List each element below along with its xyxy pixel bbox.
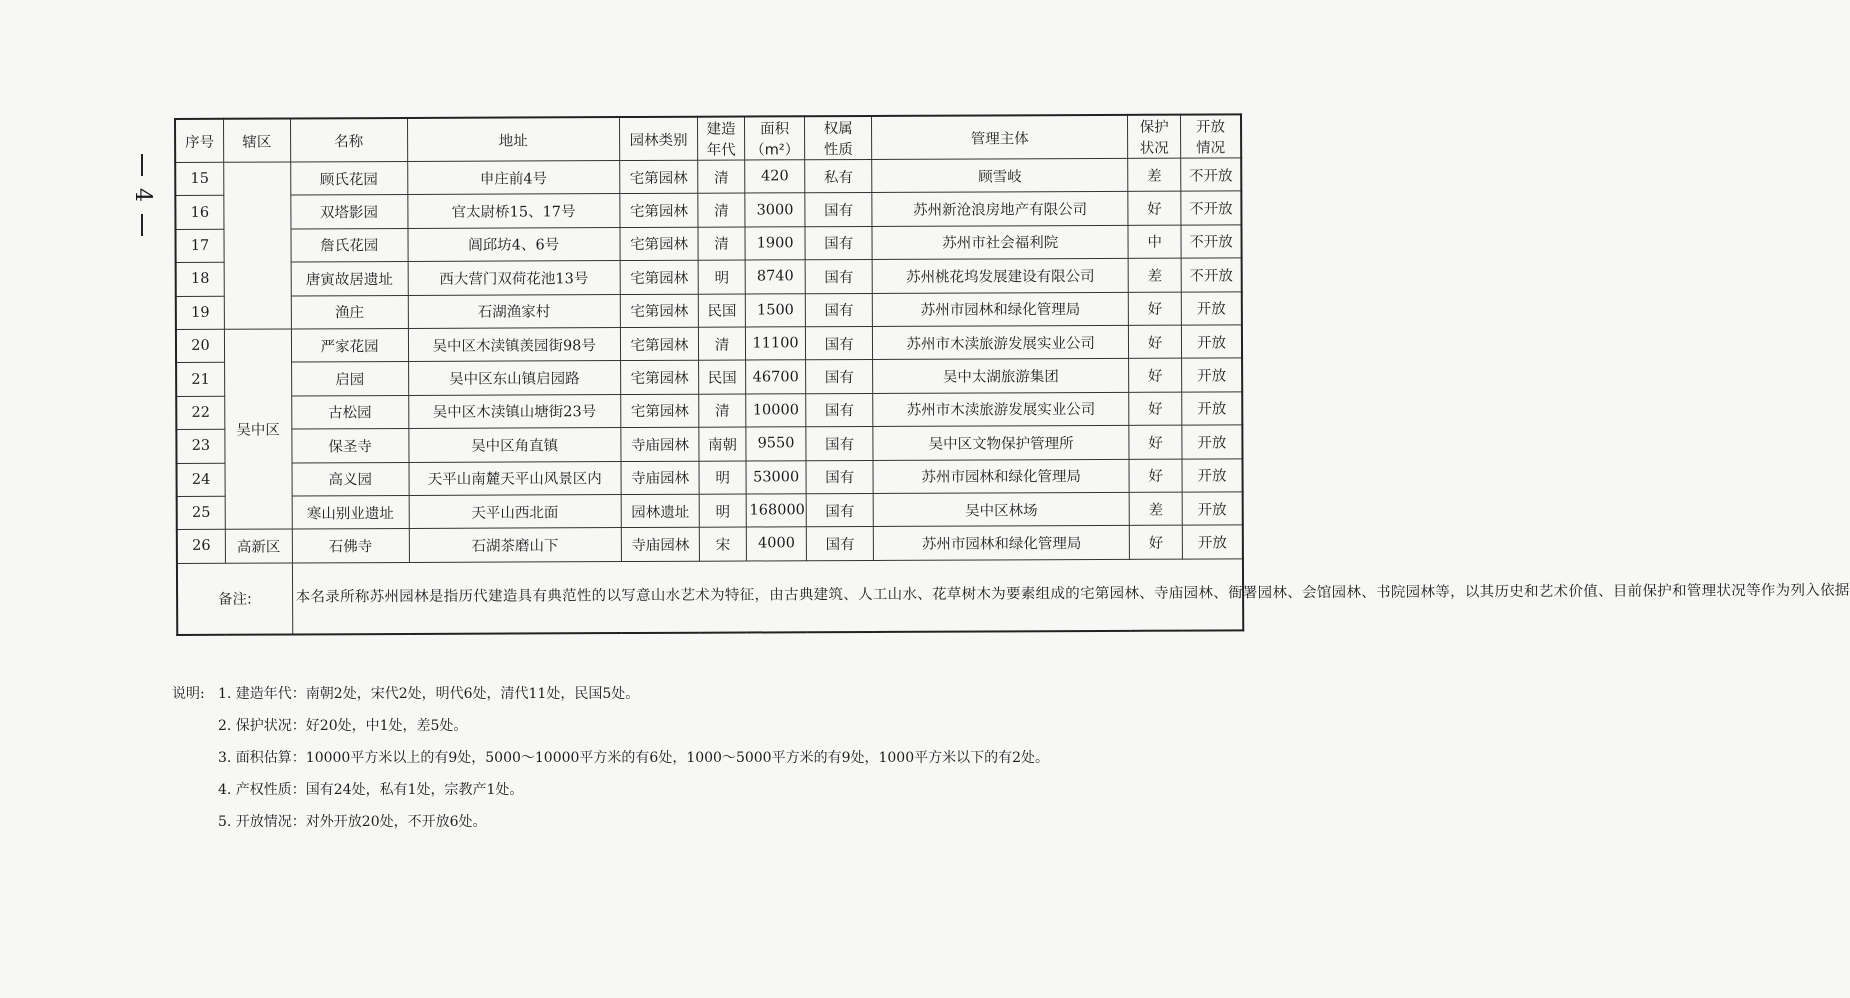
table-row [176, 425, 1242, 463]
cell-category: 宅第园林 [619, 194, 698, 228]
cell-ownership: 国有 [806, 260, 873, 294]
cell-name: 保圣寺 [291, 429, 408, 463]
cell-area: 1900 [745, 227, 806, 261]
cell-seq: 18 [176, 262, 225, 296]
cell-area: 420 [745, 160, 806, 194]
cell-seq: 24 [177, 463, 226, 497]
cell-ownership: 国有 [805, 226, 872, 260]
cell-open: 不开放 [1181, 225, 1242, 259]
cell-ownership: 国有 [807, 527, 874, 561]
cell-address: 阊邱坊4、6号 [408, 227, 620, 261]
cell-category: 宅第园林 [620, 260, 699, 294]
header-row [175, 114, 1241, 162]
page-number-value: 4 [130, 188, 155, 202]
cell-open: 开放 [1182, 492, 1243, 526]
header-open-line1: 开放 [1195, 119, 1226, 136]
cell-area: 11100 [745, 327, 806, 361]
cell-seq: 25 [177, 496, 226, 530]
cell-area: 10000 [746, 393, 807, 427]
cell-ownership: 国有 [806, 460, 873, 494]
header-district: 辖区 [223, 118, 290, 162]
cell-era: 民国 [699, 294, 746, 328]
garden-list-table [174, 113, 1850, 635]
cell-manager: 苏州市园林和绿化管理局 [873, 526, 1130, 561]
cell-address: 天平山西北面 [409, 494, 621, 528]
cell-ownership: 国有 [807, 493, 874, 527]
table-row [176, 325, 1242, 363]
cell-open: 开放 [1182, 392, 1243, 426]
header-protection-line2: 状况 [1139, 140, 1169, 157]
cell-seq: 15 [175, 162, 224, 196]
note-item: 2. 保护状况：好20处，中1处，差5处。 [218, 718, 468, 734]
table-row [175, 225, 1241, 263]
cell-protection: 差 [1130, 492, 1183, 526]
cell-ownership: 国有 [806, 427, 873, 461]
page-number-dash-bottom [141, 214, 143, 236]
note-item: 3. 面积估算：10000平方米以上的有9处，5000～10000平方米的有6处，1000～5000平方米的有9处，1000平方米以下的有2处。 [218, 750, 1050, 766]
cell-ownership: 国有 [805, 193, 872, 227]
cell-category: 宅第园林 [620, 227, 699, 261]
header-open-line2: 情况 [1196, 140, 1226, 157]
page-number-dash-top [141, 154, 143, 176]
cell-protection: 好 [1129, 358, 1182, 392]
cell-category: 宅第园林 [620, 294, 699, 328]
cell-area: 46700 [745, 360, 806, 394]
cell-ownership: 国有 [806, 393, 873, 427]
cell-open: 开放 [1182, 458, 1243, 492]
note-item: 1. 建造年代：南朝2处，宋代2处，明代6处，清代11处，民国5处。 [218, 686, 640, 702]
cell-address: 石湖茶磨山下 [409, 528, 621, 562]
cell-seq: 23 [176, 429, 225, 463]
cell-area: 3000 [745, 193, 806, 227]
cell-manager: 苏州市木渎旅游发展实业公司 [872, 325, 1129, 360]
table-row [177, 525, 1243, 563]
cell-name: 詹氏花园 [291, 228, 408, 262]
cell-protection: 好 [1129, 325, 1182, 359]
cell-name: 顾氏花园 [290, 161, 407, 195]
header-open [1180, 114, 1241, 158]
cell-category: 宅第园林 [620, 394, 699, 428]
header-ownership-line2: 性质 [823, 142, 853, 159]
cell-manager: 苏州市园林和绿化管理局 [872, 292, 1129, 327]
cell-manager: 苏州市社会福利院 [872, 225, 1129, 260]
cell-manager: 苏州市木渎旅游发展实业公司 [873, 392, 1130, 427]
cell-category: 寺庙园林 [621, 461, 700, 495]
cell-address: 吴中区角直镇 [409, 428, 621, 462]
cell-area: 4000 [746, 527, 807, 561]
note-item: 5. 开放情况：对外开放20处，不开放6处。 [218, 814, 487, 830]
cell-name: 严家花园 [291, 328, 408, 362]
cell-open: 开放 [1182, 425, 1243, 459]
table-row [176, 258, 1242, 296]
cell-protection: 好 [1128, 191, 1181, 225]
cell-seq: 20 [176, 329, 225, 363]
cell-era: 宋 [700, 527, 747, 561]
explanation-notes [172, 680, 1272, 840]
cell-district-empty [224, 162, 291, 329]
note-line [172, 712, 1272, 744]
cell-era: 清 [698, 193, 745, 227]
cell-area: 1500 [745, 293, 806, 327]
cell-era: 明 [699, 260, 746, 294]
cell-protection: 好 [1129, 392, 1182, 426]
cell-era: 明 [699, 461, 746, 495]
cell-address: 申庄前4号 [407, 161, 619, 195]
header-era-line2: 年代 [706, 142, 736, 159]
cell-open: 开放 [1181, 358, 1242, 392]
cell-name: 寒山别业遗址 [292, 495, 409, 529]
cell-manager: 吴中太湖旅游集团 [873, 359, 1130, 394]
cell-protection: 好 [1130, 525, 1183, 559]
cell-category: 宅第园林 [620, 361, 699, 395]
cell-manager: 吴中区林场 [873, 492, 1130, 527]
header-seq: 序号 [175, 119, 224, 163]
notes-label: 说明: [172, 686, 205, 702]
cell-address: 官太尉桥15、17号 [408, 194, 620, 228]
cell-name: 渔庄 [291, 295, 408, 329]
header-area-line1: 面积 [760, 121, 790, 138]
cell-open: 开放 [1181, 291, 1242, 325]
remark-label: 备注: [177, 563, 292, 635]
cell-seq: 26 [177, 530, 226, 564]
cell-era: 清 [698, 227, 745, 261]
cell-era: 清 [699, 327, 746, 361]
note-line [172, 744, 1272, 776]
cell-manager: 苏州桃花坞发展建设有限公司 [872, 259, 1129, 294]
cell-ownership: 国有 [806, 293, 873, 327]
cell-district-gaoxin: 高新区 [225, 529, 292, 563]
cell-area: 53000 [746, 460, 807, 494]
note-line [172, 776, 1272, 808]
note-line [172, 680, 1272, 712]
cell-name: 古松园 [291, 395, 408, 429]
cell-address: 石湖渔家村 [408, 294, 620, 328]
cell-open: 开放 [1182, 525, 1243, 559]
header-ownership-line1: 权属 [823, 121, 853, 138]
cell-open: 不开放 [1181, 258, 1242, 292]
cell-name: 唐寅故居遗址 [291, 262, 408, 296]
cell-manager: 苏州新沧浪房地产有限公司 [872, 192, 1129, 227]
table-row [176, 291, 1242, 329]
cell-seq: 21 [176, 363, 225, 397]
cell-seq: 16 [175, 196, 224, 230]
table-row [176, 358, 1242, 396]
cell-ownership: 国有 [806, 360, 873, 394]
cell-era: 南朝 [699, 427, 746, 461]
cell-name: 启园 [291, 362, 408, 396]
cell-protection: 好 [1129, 459, 1182, 493]
cell-seq: 17 [175, 229, 224, 263]
cell-category: 寺庙园林 [621, 528, 700, 562]
header-era-line1: 建造 [706, 121, 736, 138]
cell-manager: 吴中区文物保护管理所 [873, 425, 1130, 460]
remark-row [177, 559, 1243, 635]
table-row [177, 458, 1243, 496]
header-category: 园林类别 [619, 117, 698, 161]
cell-category: 寺庙园林 [621, 427, 700, 461]
cell-seq: 22 [176, 396, 225, 430]
table-row [177, 492, 1243, 530]
header-era [698, 117, 745, 161]
table-row [175, 158, 1241, 196]
cell-address: 吴中区东山镇启园路 [408, 361, 620, 395]
cell-protection: 差 [1129, 258, 1182, 292]
cell-area: 8740 [745, 260, 806, 294]
header-address: 地址 [407, 117, 619, 161]
cell-area: 9550 [746, 427, 807, 461]
cell-category: 宅第园林 [619, 160, 698, 194]
cell-protection: 好 [1129, 425, 1182, 459]
note-line [172, 808, 1272, 840]
cell-manager: 顾雪岐 [872, 158, 1129, 193]
cell-name: 石佛寺 [292, 529, 409, 563]
cell-era: 民国 [699, 360, 746, 394]
cell-open: 开放 [1181, 325, 1242, 359]
cell-ownership: 私有 [805, 159, 872, 193]
cell-protection: 差 [1128, 158, 1181, 192]
header-protection [1128, 115, 1181, 159]
cell-protection: 中 [1128, 225, 1181, 259]
cell-name: 高义园 [292, 462, 409, 496]
cell-era: 清 [699, 394, 746, 428]
table-row [176, 392, 1242, 430]
header-ownership [805, 116, 872, 160]
page-number [124, 150, 160, 240]
cell-ownership: 国有 [806, 326, 873, 360]
cell-manager: 苏州市园林和绿化管理局 [873, 459, 1130, 494]
cell-protection: 好 [1129, 292, 1182, 326]
header-manager: 管理主体 [871, 115, 1128, 160]
header-area [744, 116, 805, 160]
cell-address: 吴中区木渎镇羡园街98号 [408, 328, 620, 362]
cell-name: 双塔影园 [290, 195, 407, 229]
header-protection-line1: 保护 [1139, 119, 1169, 136]
cell-address: 西大营门双荷花池13号 [408, 261, 620, 295]
header-name: 名称 [290, 118, 407, 162]
cell-seq: 19 [176, 296, 225, 330]
cell-open: 不开放 [1181, 158, 1242, 192]
header-area-line2: （m²） [750, 142, 800, 159]
cell-area: 168000 [746, 494, 807, 528]
remark-text: 本名录所称苏州园林是指历代建造具有典范性的以写意山水艺术为特征，由古典建筑、人工山水、花草树木为要素组成的宅第园林、寺庙园林、衙署园林、会馆园林、书院园林等，以其历史和艺术价值、目前保护和管理状况等作为列入依据 [292, 559, 1243, 635]
cell-category: 宅第园林 [620, 327, 699, 361]
cell-era: 清 [698, 160, 745, 194]
cell-address: 吴中区木渎镇山塘街23号 [408, 394, 620, 428]
cell-district-wuzhong: 吴中区 [224, 329, 291, 530]
cell-category: 园林遗址 [621, 494, 700, 528]
cell-address: 天平山南麓天平山风景区内 [409, 461, 621, 495]
note-item: 4. 产权性质：国有24处，私有1处，宗教产1处。 [218, 782, 524, 798]
cell-era: 明 [700, 494, 747, 528]
table-row [175, 191, 1241, 229]
cell-open: 不开放 [1181, 191, 1242, 225]
